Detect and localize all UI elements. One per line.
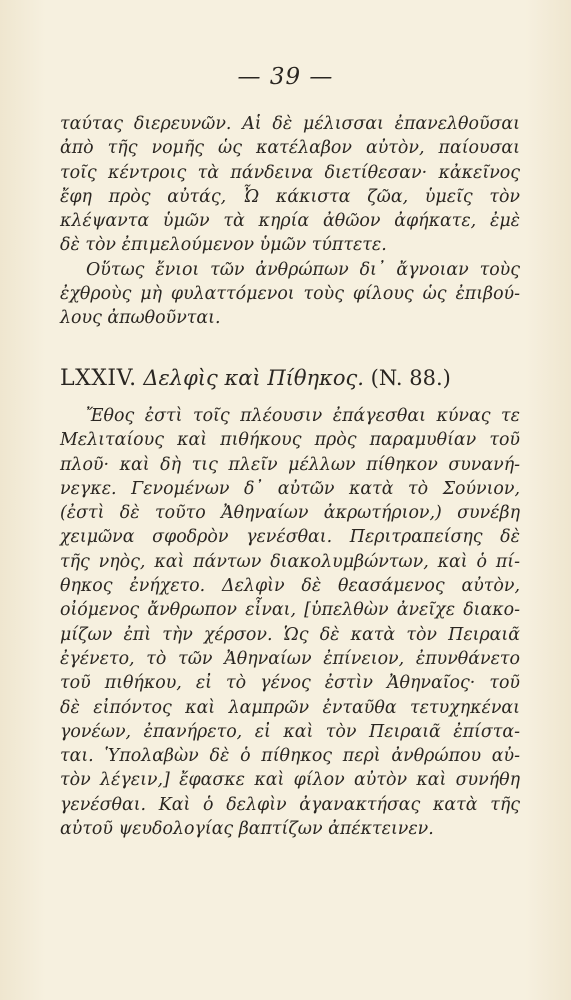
text-line: τοῦ πιθήκου, εἰ τὸ γένος ἐστὶν Ἀθηναῖος· τοῦ (60, 673, 520, 694)
text-line: τὸν λέγειν,] ἔφασκε καὶ φίλον αὐτὸν καὶ συνήθη (60, 770, 520, 791)
text-line: ἐγένετο, τὸ τῶν Ἀθηναίων ἐπίνειον, ἐπυνθάνετο (60, 648, 520, 669)
fable-reference: (N. 88.) (370, 366, 451, 390)
text-line: πλοῦ· καὶ δὴ τις πλεῖν μέλλων πίθηκον συνανή- (60, 454, 520, 475)
text-line: ἀπὸ τῆς νομῆς ὡς κατέλαβον αὐτὸν, παίουσαι (60, 138, 520, 159)
text-line: ται. Ὑπολαβὼν δὲ ὁ πίθηκος περὶ ἀνθρώπου αὐ- (60, 746, 520, 767)
text-line: ταύτας διερευνῶν. Αἱ δὲ μέλισσαι ἐπανελθοῦσαι (60, 114, 520, 134)
page-number: — 39 — (237, 64, 334, 90)
text-line: δὲ τὸν ἐπιμελούμενον ὑμῶν τύπτετε. (60, 235, 387, 256)
text-line: (ἐστὶ δὲ τοῦτο Ἀθηναίων ἀκρωτήριον,) συνέβη (60, 503, 520, 524)
moral-line: ἐχθροὺς μὴ φυλαττόμενοι τοὺς φίλους ὡς ἐπιβού- (60, 284, 520, 305)
text-line: αὐτοῦ ψευδολογίας βαπτίζων ἀπέκτεινεν. (60, 819, 434, 840)
text-line: ἔφη πρὸς αὐτάς, Ὦ κάκιστα ζῶα, ὑμεῖς τὸν (60, 186, 520, 207)
fable-heading (60, 366, 520, 391)
text-line: χειμῶνα σφοδρὸν γενέσθαι. Περιτραπείσης δὲ (60, 527, 520, 548)
fable-continuation-text (60, 112, 520, 331)
fable-numeral: LXXIV. (60, 366, 137, 391)
moral-line: Οὕτως ἔνιοι τῶν ἀνθρώπων δι᾽ ἄγνοιαν τοὺς (86, 259, 520, 280)
text-line: γενέσθαι. Καὶ ὁ δελφὶν ἀγανακτήσας κατὰ τῆς (60, 794, 520, 815)
text-line: τῆς νηὸς, καὶ πάντων διακολυμβώντων, καὶ ὁ πί- (60, 551, 520, 572)
text-line: θηκος ἐνήχετο. Δελφὶν δὲ θεασάμενος αὐτὸν, (60, 576, 520, 597)
fable-title: Δελφὶς καὶ Πίθηκος. (143, 366, 364, 390)
fable-text (60, 404, 520, 841)
text-line: νεγκε. Γενομένων δ᾽ αὐτῶν κατὰ τὸ Σούνιον, (60, 478, 520, 499)
text-line: γονέων, ἐπανήρετο, εἰ καὶ τὸν Πειραιᾶ ἐπίστα- (60, 721, 520, 742)
text-line: Ἔθος ἐστὶ τοῖς πλέουσιν ἐπάγεσθαι κύνας τε (86, 406, 520, 426)
text-line: δὲ εἰπόντος καὶ λαμπρῶν ἐνταῦθα τετυχηκέναι (60, 697, 520, 718)
text-line: τοῖς κέντροις τὰ πάνδεινα διετίθεσαν· κἀκεῖνος (60, 162, 520, 183)
moral-line: λους ἀπωθοῦνται. (60, 308, 221, 329)
text-line: οἰόμενος ἄνθρωπον εἶναι, [ὑπελθὼν ἀνεῖχε διακο- (60, 600, 520, 621)
text-line: μίζων ἐπὶ τὴν χέρσον. Ὡς δὲ κατὰ τὸν Πειραιᾶ (60, 624, 520, 645)
text-line: Μελιταίους καὶ πιθήκους πρὸς παραμυθίαν τοῦ (60, 430, 520, 451)
text-line: κλέψαντα ὑμῶν τὰ κηρία ἀθῶον ἀφήκατε, ἐμὲ (60, 211, 520, 232)
